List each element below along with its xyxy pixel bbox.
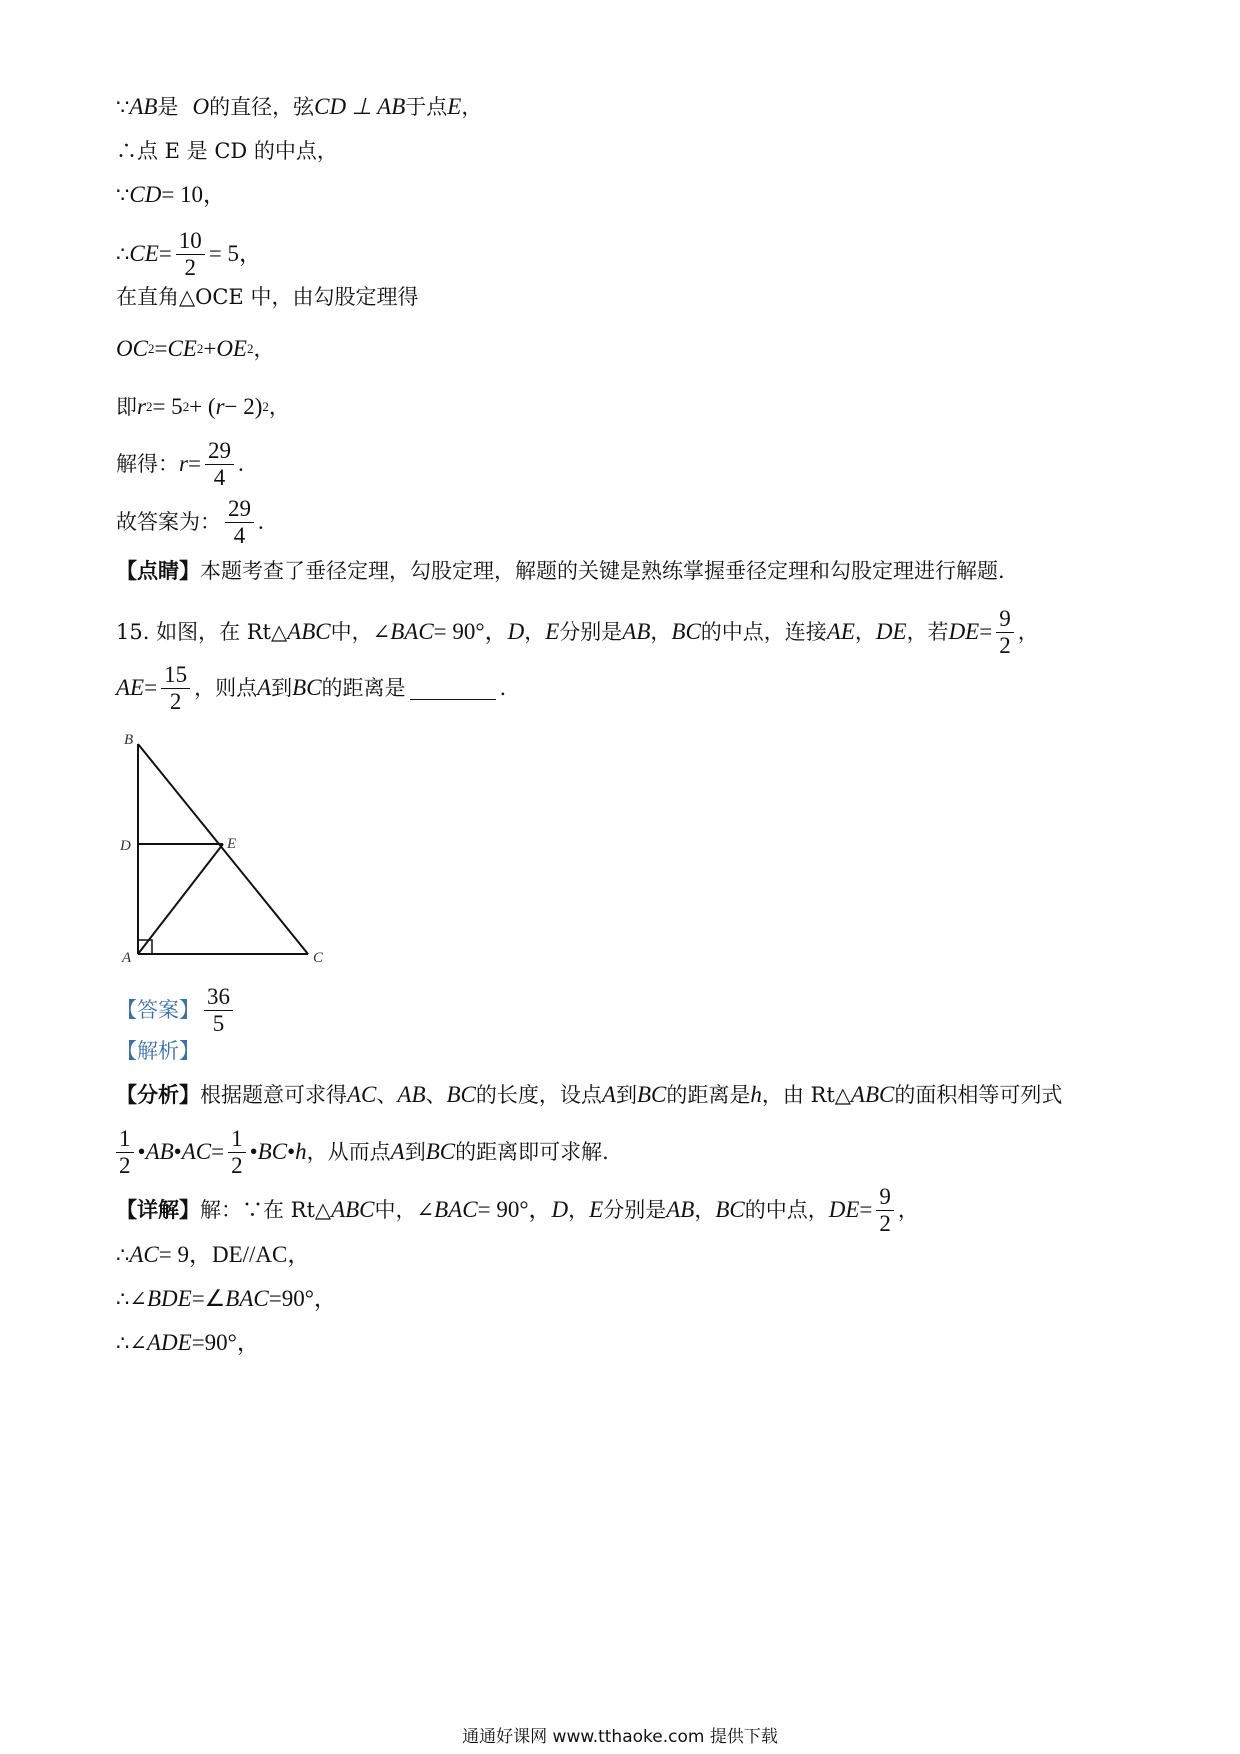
text: ，: [568, 1198, 590, 1222]
detail-line-4: [116, 1328, 260, 1358]
text: 根据题意可求得: [200, 1083, 347, 1107]
text: ，则点: [194, 676, 258, 700]
fraction-10-2: [176, 228, 205, 281]
solution-line-5: 在直角△OCE 中，由勾股定理得: [116, 285, 419, 309]
text: = 5: [152, 394, 183, 419]
math-ce: CE: [129, 241, 159, 266]
math-ab: AB: [397, 1082, 426, 1107]
math-e: E: [545, 619, 560, 644]
text: ，: [854, 620, 876, 644]
math-d: D: [507, 619, 525, 644]
solution-line-1: [116, 92, 482, 122]
answer-line: [116, 982, 237, 1038]
solution-line-4: [116, 226, 262, 282]
denominator: 4: [233, 522, 246, 548]
text: 故答案为：: [116, 510, 221, 534]
text: 中，∠: [330, 620, 391, 644]
text: ，: [461, 95, 483, 119]
math-a: A: [390, 1139, 405, 1164]
text: =90°，: [268, 1286, 337, 1311]
fraction-1-2: [228, 1126, 246, 1179]
numerator: 1: [228, 1126, 246, 1153]
fraction-9-2: [876, 1184, 894, 1237]
math-r: r: [215, 394, 225, 419]
fenxi-line-2: [116, 1124, 609, 1180]
solution-line-2: ∴点 E 是 CD 的中点，: [116, 139, 338, 163]
solution-line-6: [116, 334, 274, 364]
text: = 10，: [161, 182, 227, 207]
label-b: B: [124, 732, 134, 748]
text: − 2): [224, 394, 263, 419]
text: 的距离是: [321, 676, 406, 700]
dot-operator: •: [287, 1139, 296, 1164]
denominator: 2: [879, 1210, 891, 1236]
math-bc: BC: [636, 1082, 667, 1107]
text: 到: [615, 1083, 637, 1107]
text: 的面积相等可列式: [894, 1083, 1063, 1107]
text: ，: [650, 620, 672, 644]
math-abc: ABC: [850, 1082, 895, 1107]
math-d: D: [551, 1197, 569, 1222]
text: =: [859, 1197, 873, 1222]
superscript: 2: [145, 399, 153, 414]
math-r: r: [179, 451, 188, 476]
text: =: [144, 675, 158, 700]
text: ∴∠: [116, 1287, 147, 1311]
text: ，从而点: [306, 1140, 391, 1164]
solution-line-7: [116, 392, 290, 422]
math-ab: AB: [129, 94, 158, 119]
fraction-29-4: [205, 438, 234, 491]
text: ，: [897, 1198, 919, 1222]
denominator: 2: [231, 1152, 243, 1178]
text: 即: [116, 395, 137, 419]
detail-line-3: [116, 1284, 337, 1314]
math-bc: BC: [715, 1197, 745, 1222]
math-bc: BC: [292, 675, 322, 700]
math-ae: AE: [826, 619, 855, 644]
text: .: [499, 676, 507, 700]
math-ce: CE: [167, 336, 197, 361]
math-ae: AE: [116, 675, 145, 700]
solution-line-8: [116, 436, 244, 492]
text: = 5，: [208, 241, 262, 266]
math-oe: OE: [216, 336, 247, 361]
numerator: 1: [116, 1126, 134, 1153]
text: 、: [376, 1083, 398, 1107]
text: =: [154, 336, 168, 361]
text: ∴∠: [116, 1331, 147, 1355]
math-abc: ABC: [331, 1197, 375, 1222]
math-bac: BAC: [390, 619, 434, 644]
text: =: [979, 619, 993, 644]
text: ，: [268, 395, 290, 419]
numerator: 29: [205, 438, 234, 465]
text: 的距离是: [666, 1083, 751, 1107]
math-bac: BAC: [434, 1197, 478, 1222]
fraction-1-2: [116, 1126, 134, 1179]
text: 中，∠: [374, 1198, 435, 1222]
superscript: 2: [182, 399, 190, 414]
answer-label: 【答案】: [116, 998, 200, 1022]
math-a: A: [601, 1082, 616, 1107]
because-symbol: ∵: [116, 183, 130, 207]
math-bc: BC: [257, 1139, 288, 1164]
therefore-symbol: ∴: [116, 1243, 130, 1267]
dot-operator: •: [137, 1139, 146, 1164]
label-d: D: [120, 838, 131, 854]
detail-line-2: [116, 1240, 310, 1270]
text: 解得：: [116, 452, 179, 476]
text: =∠: [191, 1286, 226, 1311]
analysis-label: 【解析】: [116, 1039, 200, 1063]
denominator: 4: [213, 464, 226, 490]
fraction-15-2: [161, 662, 190, 715]
denominator: 5: [212, 1010, 225, 1036]
numerator: 15: [161, 662, 190, 689]
denominator: 2: [184, 254, 196, 280]
math-cd-perp-ab: CD ⊥ AB: [314, 94, 406, 119]
text: 的长度，设点: [475, 1083, 602, 1107]
denominator: 2: [169, 688, 182, 714]
text: 的中点，: [744, 1198, 829, 1222]
superscript: 2: [262, 399, 269, 414]
math-ac: AC: [347, 1082, 377, 1107]
dot-operator: •: [173, 1139, 182, 1164]
text: =: [187, 451, 201, 476]
fenxi-label: 【分析】: [116, 1082, 200, 1107]
label-c: C: [313, 950, 324, 966]
math-de: DE: [828, 1197, 860, 1222]
page-footer: 通通好课网 www.tthaoke.com 提供下载: [462, 1727, 778, 1747]
key-point-line: [116, 556, 1005, 586]
answer-blank: [410, 677, 496, 700]
superscript: 2: [147, 341, 155, 356]
text: ，: [253, 337, 275, 361]
solution-line-3: [116, 180, 226, 210]
triangle-figure: [110, 718, 350, 968]
numerator: 10: [176, 228, 205, 255]
label-a: A: [122, 950, 132, 966]
math-bc: BC: [425, 1139, 456, 1164]
problem-15-line-1: [116, 604, 1039, 660]
key-point-label: 【点睛】: [116, 558, 200, 583]
denominator: 2: [119, 1152, 131, 1178]
math-ab: AB: [622, 619, 651, 644]
solution-line-9: [116, 494, 264, 550]
text: 分别是: [559, 620, 623, 644]
text: 分别是: [603, 1198, 667, 1222]
text: 于点: [405, 95, 448, 119]
fraction-29-4: [225, 496, 254, 549]
superscript: 2: [196, 341, 204, 356]
text: .: [237, 451, 244, 476]
math-o: O: [192, 94, 210, 119]
detail-line-1: [116, 1182, 919, 1238]
text: 15. 如图，在 Rt△: [116, 620, 288, 644]
text: +: [203, 336, 217, 361]
numerator: 9: [996, 606, 1014, 633]
segment-ae: [138, 844, 223, 954]
text: = 90°，: [477, 1197, 552, 1222]
math-bc: BC: [446, 1082, 476, 1107]
math-oc: OC: [116, 336, 148, 361]
math-ab: AB: [145, 1139, 174, 1164]
math-ade: ADE: [146, 1330, 192, 1355]
text: =: [211, 1139, 225, 1164]
label-e: E: [227, 836, 237, 852]
fraction-9-2: [996, 606, 1014, 659]
fenxi-line-1: [116, 1080, 1062, 1110]
math-e: E: [447, 94, 462, 119]
text: ，: [524, 620, 546, 644]
math-a: A: [257, 675, 272, 700]
numerator: 9: [876, 1184, 894, 1211]
math-r: r: [137, 394, 146, 419]
math-de: DE: [948, 619, 980, 644]
math-e: E: [589, 1197, 604, 1222]
therefore-symbol: ∴: [116, 242, 130, 266]
text: = 9，DE//AC，: [158, 1242, 311, 1267]
numerator: 29: [225, 496, 254, 523]
answer-fraction: [204, 984, 233, 1037]
text: 、: [425, 1083, 447, 1107]
text: =: [158, 241, 172, 266]
text: =90°，: [191, 1330, 260, 1355]
text: 的直径，弦: [209, 95, 315, 119]
math-ab: AB: [666, 1197, 695, 1222]
math-cd: CD: [129, 182, 162, 207]
text: 到: [271, 676, 293, 700]
key-point-text: 本题考查了垂径定理，勾股定理，解题的关键是熟练掌握垂径定理和勾股定理进行解题.: [200, 559, 1005, 583]
text: ，: [1017, 620, 1039, 644]
math-ac: AC: [129, 1242, 159, 1267]
because-symbol: ∵: [116, 95, 130, 119]
text: = 90°，: [433, 619, 508, 644]
text: 是: [157, 95, 179, 119]
text: + (: [189, 394, 216, 419]
numerator: 36: [204, 984, 233, 1011]
math-ac: AC: [181, 1139, 212, 1164]
math-bac: BAC: [225, 1286, 269, 1311]
text: 的中点，连接: [700, 620, 827, 644]
text: 的距离即可求解.: [455, 1140, 609, 1164]
dot-operator: •: [249, 1139, 258, 1164]
text: 到: [404, 1140, 426, 1164]
problem-15-line-2: [116, 660, 506, 716]
detail-label: 【详解】: [116, 1197, 200, 1222]
math-bc: BC: [671, 619, 701, 644]
text: ，: [694, 1198, 716, 1222]
text: 解：∵在 Rt△: [200, 1198, 332, 1222]
superscript: 2: [246, 341, 254, 356]
math-h: h: [750, 1082, 762, 1107]
text: ，若: [906, 620, 949, 644]
denominator: 2: [999, 632, 1011, 658]
text: ，由 Rt△: [761, 1083, 851, 1107]
math-de: DE: [875, 619, 907, 644]
math-bde: BDE: [146, 1286, 192, 1311]
text: .: [258, 509, 264, 534]
math-h: h: [295, 1139, 307, 1164]
math-abc: ABC: [287, 619, 331, 644]
